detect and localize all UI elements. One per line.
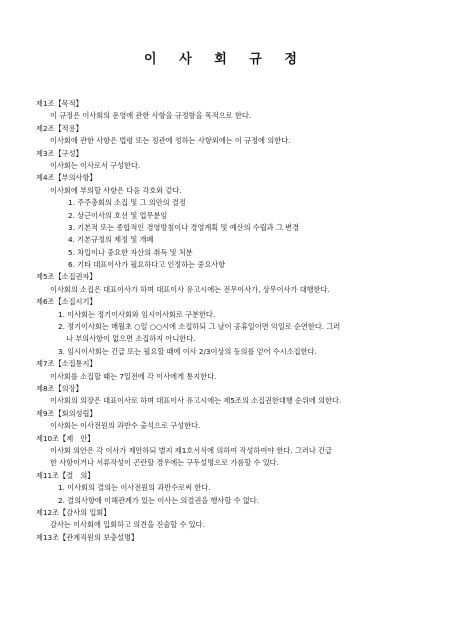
article-text: 감사는 이사회에 입회하고 의견을 진술할 수 있다. xyxy=(50,520,205,530)
article-text: 1. 이사회는 정기이사회와 임시이사회로 구분한다. xyxy=(58,309,216,319)
article-text: 2. 결의사항에 이해관계가 있는 이사는 의결권을 행사할 수 없다. xyxy=(58,495,260,505)
article-heading: 제6조【소집시기】 xyxy=(36,297,97,307)
article-text: 이사회에 관한 사항은 법령 또는 정관에 정하는 사항외에는 이 규정에 의한다. xyxy=(50,136,291,146)
article-text: 이사회에 부의할 사항은 다음 각호와 같다. xyxy=(50,185,182,195)
article-text: 이사회는 이사로서 구성한다. xyxy=(50,160,141,170)
article-heading: 제10조【제 안】 xyxy=(36,433,95,443)
article-heading: 제9조【회의성립】 xyxy=(36,408,97,418)
article-text: 이사회는 이사전원의 과반수 출석으로 구성한다. xyxy=(50,421,201,431)
article-heading: 제12조【감사의 입회】 xyxy=(36,507,111,517)
article-text: 3. 임시이사회는 긴급 또는 필요할 때에 이사 2/3이상의 동의를 얻어 수시소집한다. xyxy=(58,346,317,356)
article-text: 6. 기타 대표이사가 필요하다고 인정하는 중요사항 xyxy=(68,260,226,270)
article-heading: 제7조【소집통지】 xyxy=(36,359,97,369)
article-heading: 제8조【의장】 xyxy=(36,383,83,393)
article-text: 2. 상근이사의 호선 및 업무분임 xyxy=(68,210,168,220)
article-heading: 제13조【관계직원의 보충설명】 xyxy=(36,532,139,542)
article-text: 이사회의 의장은 대표이사로 하며 대표이사 유고시에는 제5조의 소집권한대행 순위에 의한다. xyxy=(50,396,342,406)
article-text: 이사회를 소집할 때는 7일전에 각 이사에게 통지한다. xyxy=(50,371,217,381)
article-heading: 제3조【구성】 xyxy=(36,148,83,158)
article-text: 1. 이사회의 결의는 이사전원의 과반수로써 한다. xyxy=(58,483,211,493)
article-heading: 제4조【부의사항】 xyxy=(36,173,97,183)
document-body xyxy=(36,98,432,544)
article-heading: 제11조【결 의】 xyxy=(36,470,95,480)
article-text: 이사회 의안은 각 이사가 제안하되 별지 제1호서식에 의하여 작성하여야 한다. 그러나 긴급 xyxy=(50,445,332,455)
article-heading: 제2조【적용】 xyxy=(36,123,83,133)
article-text: 나 부의사항이 없으면 소집하지 아니한다. xyxy=(66,334,196,344)
article-text: 이 규정은 이사회의 운영에 관한 사항을 규정함을 목적으로 한다. xyxy=(50,111,252,121)
article-text: 5. 차입이나 중요한 자산의 취득 및 처분 xyxy=(68,247,193,257)
article-text: 한 사항이거나 서류작성이 곤란할 경우에는 구두설명으로 가름할 수 있다. xyxy=(50,458,279,468)
article-heading: 제5조【소집권자】 xyxy=(36,272,97,282)
document-title: 이 사 회 규 정 xyxy=(144,52,306,67)
article-text: 이사회의 소집은 대표이사가 하며 대표이사 유고시에는 전무이사가, 상무이사가 대행한다. xyxy=(50,284,330,294)
article-text: 4. 기본규정의 제정 및 개폐 xyxy=(68,235,154,245)
article-text: 3. 기본적 또는 종합적인 경영방침이나 경영계획 및 예산의 수립과 그 변경 xyxy=(68,222,300,232)
article-text: 2. 정기이사회는 매월초 ○일 ○○시에 소집하되 그 날이 공휴일이면 익일로 순연한다. 그러 xyxy=(58,322,341,332)
article-heading: 제1조【목적】 xyxy=(36,99,83,108)
article-text: 1. 주주총회의 소집 및 그 의안의 결정 xyxy=(68,198,186,208)
